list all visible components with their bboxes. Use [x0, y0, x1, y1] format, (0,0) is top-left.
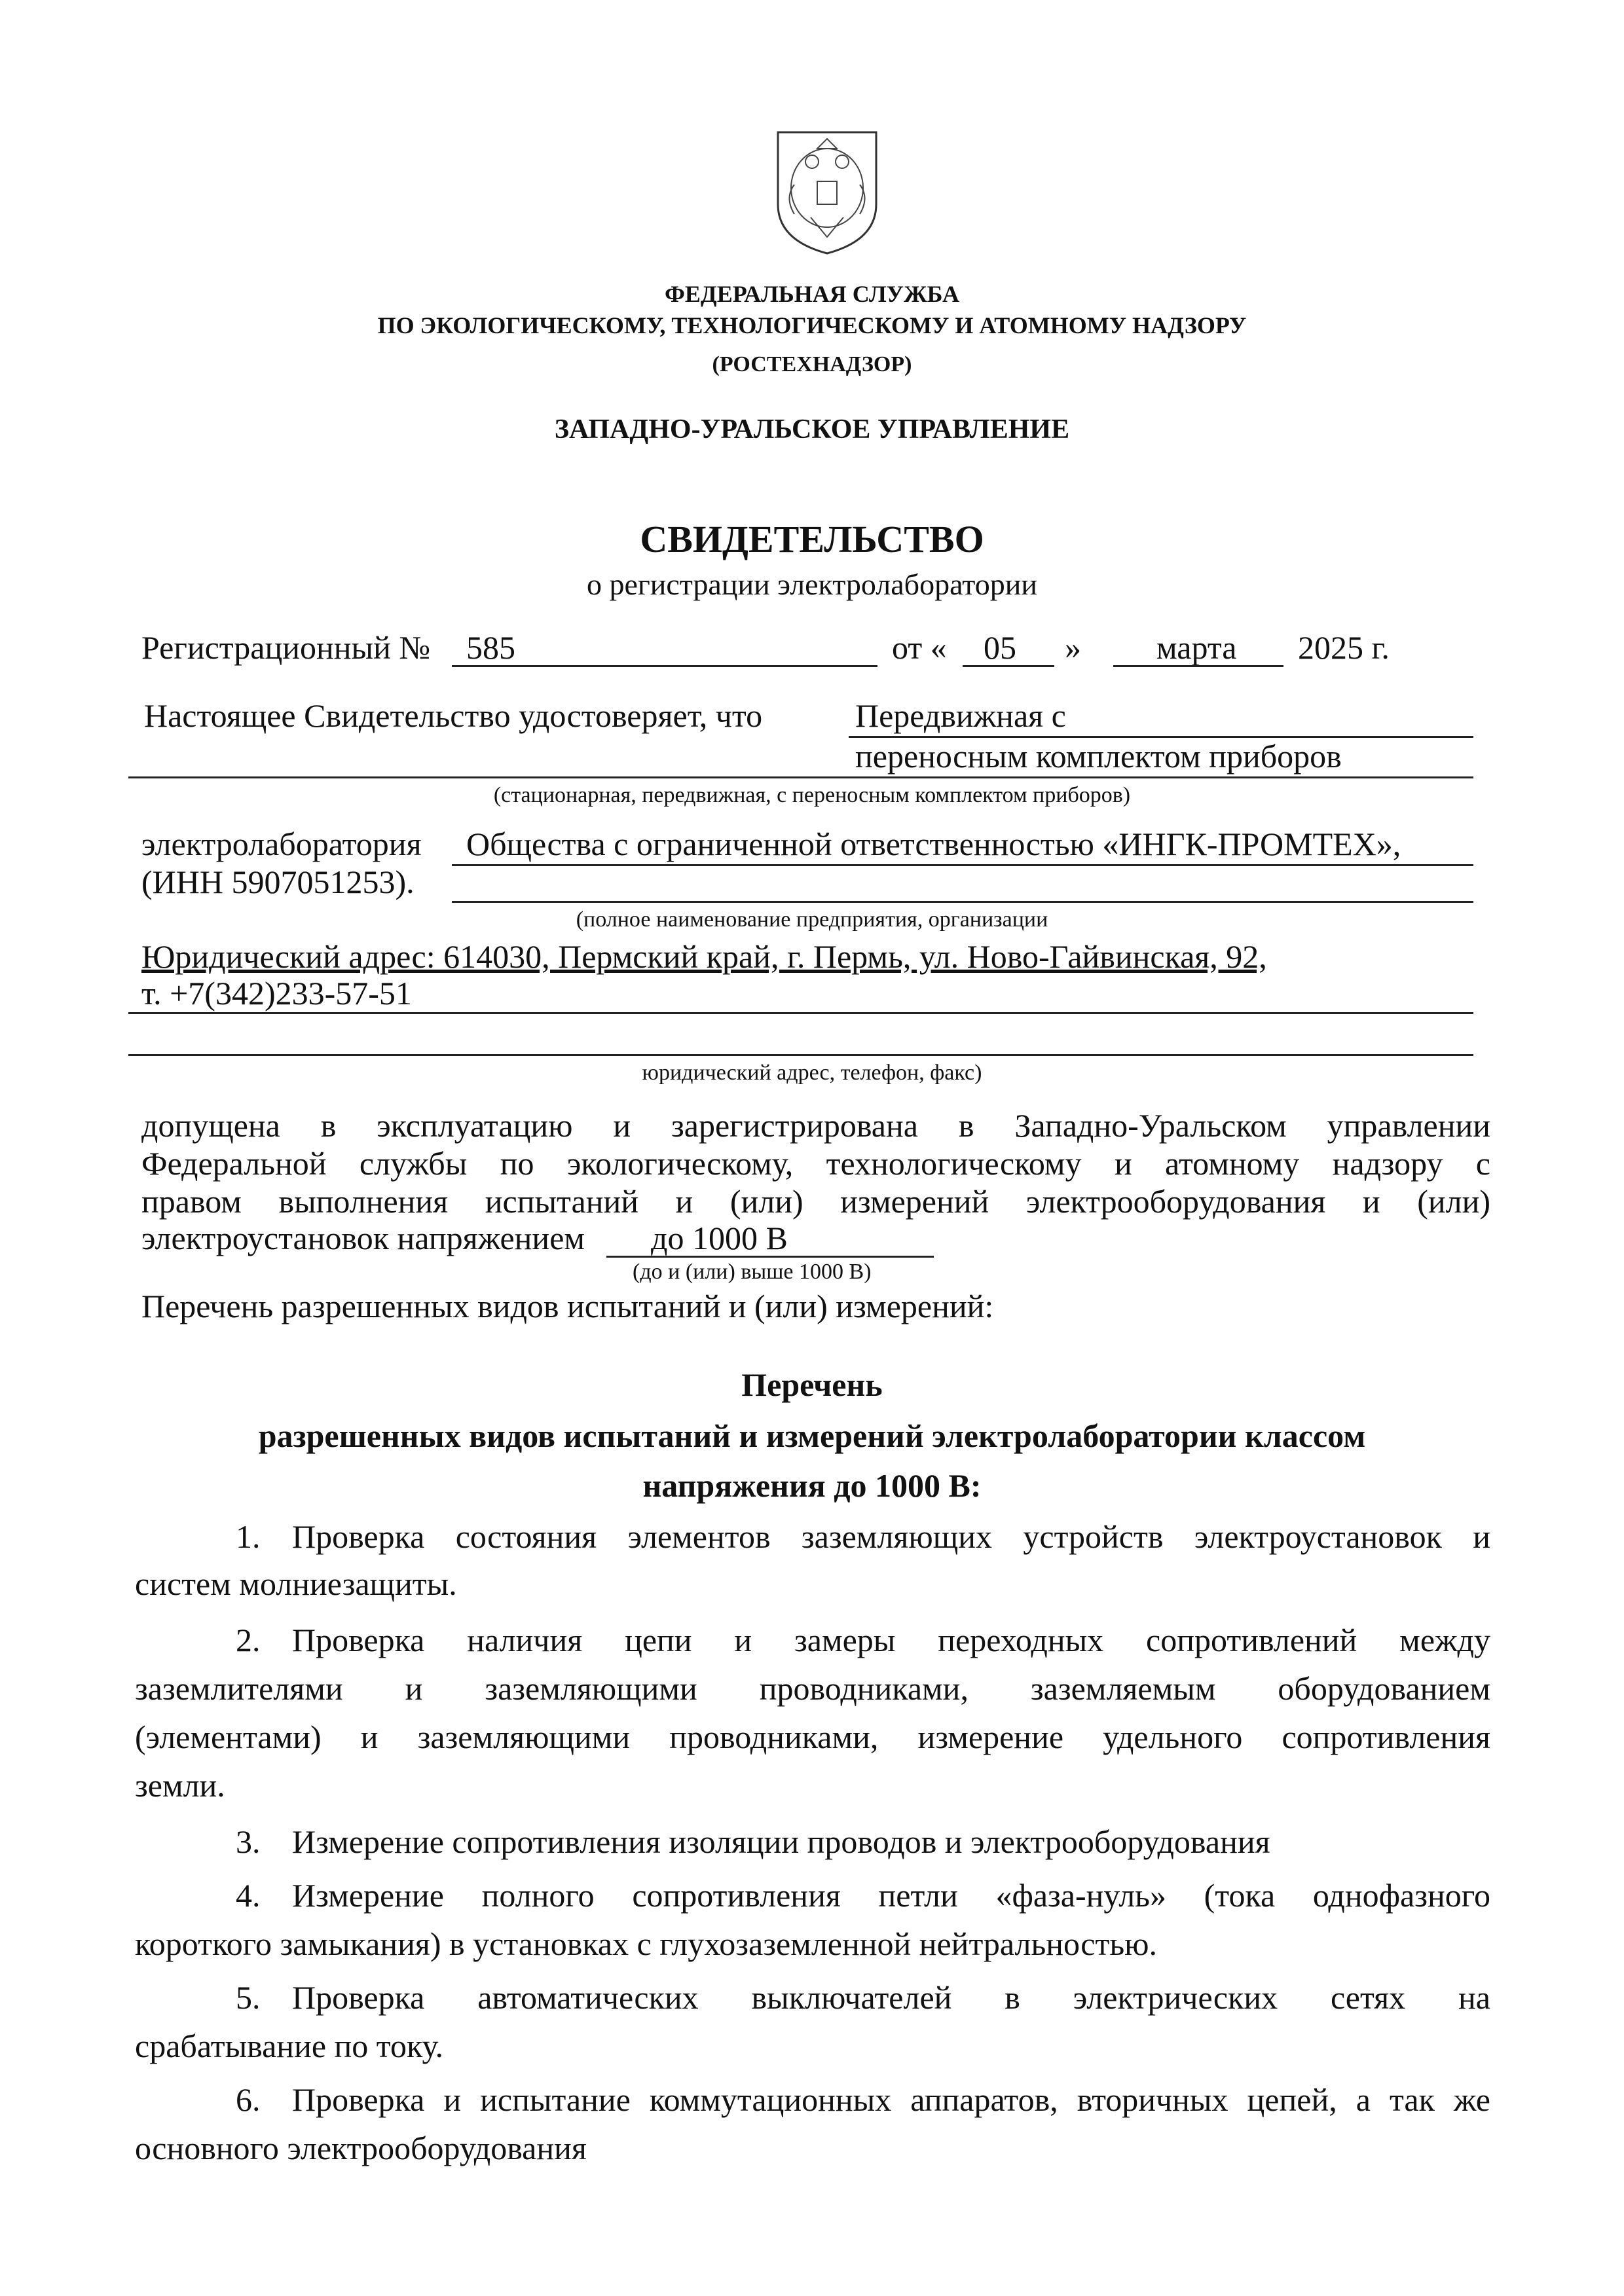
registration-label: Регистрационный №	[141, 629, 431, 666]
address-underline2	[128, 1054, 1473, 1056]
legal-address: Юридический адрес: 614030, Пермский край, г. Пермь, ул. Ново-Гайвинская, 92,	[141, 938, 1267, 975]
item-2-line1: Проверка наличия цепи и замеры переходных сопротивлений между	[292, 1622, 1490, 1658]
voltage-label: электроустановок напряжением	[141, 1220, 585, 1256]
organization-underline1	[452, 864, 1473, 866]
lab-type-hint: (стационарная, передвижная, с переносным комплектом приборов)	[493, 783, 1131, 807]
registration-month: марта	[1156, 629, 1237, 666]
list-intro: Перечень разрешенных видов испытаний и (или) измерений:	[141, 1288, 994, 1324]
voltage-hint: (до и (или) выше 1000 В)	[633, 1260, 872, 1284]
agency-name-line1: ФЕДЕРАЛЬНАЯ СЛУЖБА	[665, 281, 959, 307]
document-title: СВИДЕТЕЛЬСТВО	[640, 518, 984, 560]
item-6-line1: Проверка и испытание коммутационных аппаратов, вторичных цепей, а так же	[292, 2081, 1490, 2118]
agency-name-line2: ПО ЭКОЛОГИЧЕСКОМУ, ТЕХНОЛОГИЧЕСКОМУ И АТОМНОМУ НАДЗОРУ	[377, 312, 1247, 338]
registration-number-underline	[452, 665, 877, 667]
list-title-line3: напряжения до 1000 В:	[642, 1467, 982, 1504]
admitted-line1: допущена в эксплуатацию и зарегистрирована в Западно-Уральском управлении	[141, 1107, 1490, 1144]
coat-of-arms-emblem-icon	[771, 126, 883, 257]
lab-label: электролаборатория	[141, 826, 422, 862]
registration-year: 2025 г.	[1298, 629, 1390, 666]
item-number: 1.	[236, 1518, 261, 1555]
address-hint: юридический адрес, телефон, факс)	[642, 1061, 982, 1085]
item-2-line2: заземлителями и заземляющими проводниками, заземляемым оборудованием	[135, 1670, 1490, 1707]
lab-type-underline2	[128, 776, 1473, 778]
item-5-line2: срабатывание по току.	[135, 2028, 444, 2064]
item-2-line3: (элементами) и заземляющими проводниками, измерение удельного сопротивления	[135, 1719, 1490, 1755]
registration-day: 05	[984, 629, 1016, 666]
item-5-line1: Проверка автоматических выключателей в электрических сетях на	[292, 1979, 1490, 2016]
item-4-line2: короткого замыкания) в установках с глухозаземленной нейтральностью.	[135, 1925, 1157, 1962]
admitted-line2: Федеральной службы по экологическому, технологическому и атомному надзору с	[141, 1145, 1490, 1182]
item-2-line4: земли.	[135, 1767, 225, 1804]
date-close-quote: »	[1065, 629, 1081, 666]
lab-type-line2: переносным комплектом приборов	[855, 738, 1342, 774]
organization-underline2	[452, 901, 1473, 903]
admitted-line3: правом выполнения испытаний и (или) измерений электрооборудования и (или)	[141, 1183, 1490, 1220]
phone-number: т. +7(342)233-57-51	[141, 975, 412, 1011]
organization-inn: (ИНН 5907051253).	[141, 864, 415, 900]
registration-number: 585	[466, 629, 515, 666]
registration-month-underline	[1113, 665, 1283, 667]
item-6-line2: основного электрооборудования	[135, 2130, 587, 2166]
item-number: 6.	[236, 2081, 261, 2118]
certifies-text: Настоящее Свидетельство удостоверяет, что	[144, 697, 763, 734]
item-4-line1: Измерение полного сопротивления петли «фаза-нуль» (тока однофазного	[292, 1877, 1490, 1914]
date-from-label: от «	[892, 629, 947, 666]
lab-type-line1: Передвижная с	[855, 697, 1066, 734]
list-title-line2: разрешенных видов испытаний и измерений электролаборатории классом	[258, 1417, 1366, 1454]
division-name: ЗАПАДНО-УРАЛЬСКОЕ УПРАВЛЕНИЕ	[554, 414, 1070, 445]
registration-day-underline	[963, 665, 1054, 667]
agency-abbreviation: (РОСТЕХНАДЗОР)	[712, 352, 912, 376]
item-number: 2.	[236, 1622, 261, 1658]
organization-hint: (полное наименование предприятия, организации	[576, 907, 1048, 932]
list-title-line1: Перечень	[741, 1366, 883, 1403]
document-subtitle: о регистрации электролаборатории	[586, 568, 1038, 601]
voltage-underline	[606, 1256, 934, 1258]
address-underline1	[128, 1012, 1473, 1014]
organization-name: Общества с ограниченной ответственностью «ИНГК-ПРОМТЕХ»,	[466, 826, 1401, 862]
item-1-line1: Проверка состояния элементов заземляющих устройств электроустановок и	[292, 1518, 1490, 1555]
item-3-line1: Измерение сопротивления изоляции проводов и электрооборудования	[292, 1823, 1270, 1860]
item-number: 3.	[236, 1823, 261, 1860]
item-number: 4.	[236, 1877, 261, 1914]
voltage-value: до 1000 В	[651, 1220, 788, 1256]
item-number: 5.	[236, 1979, 261, 2016]
item-1-line2: систем молниезащиты.	[135, 1565, 457, 1602]
